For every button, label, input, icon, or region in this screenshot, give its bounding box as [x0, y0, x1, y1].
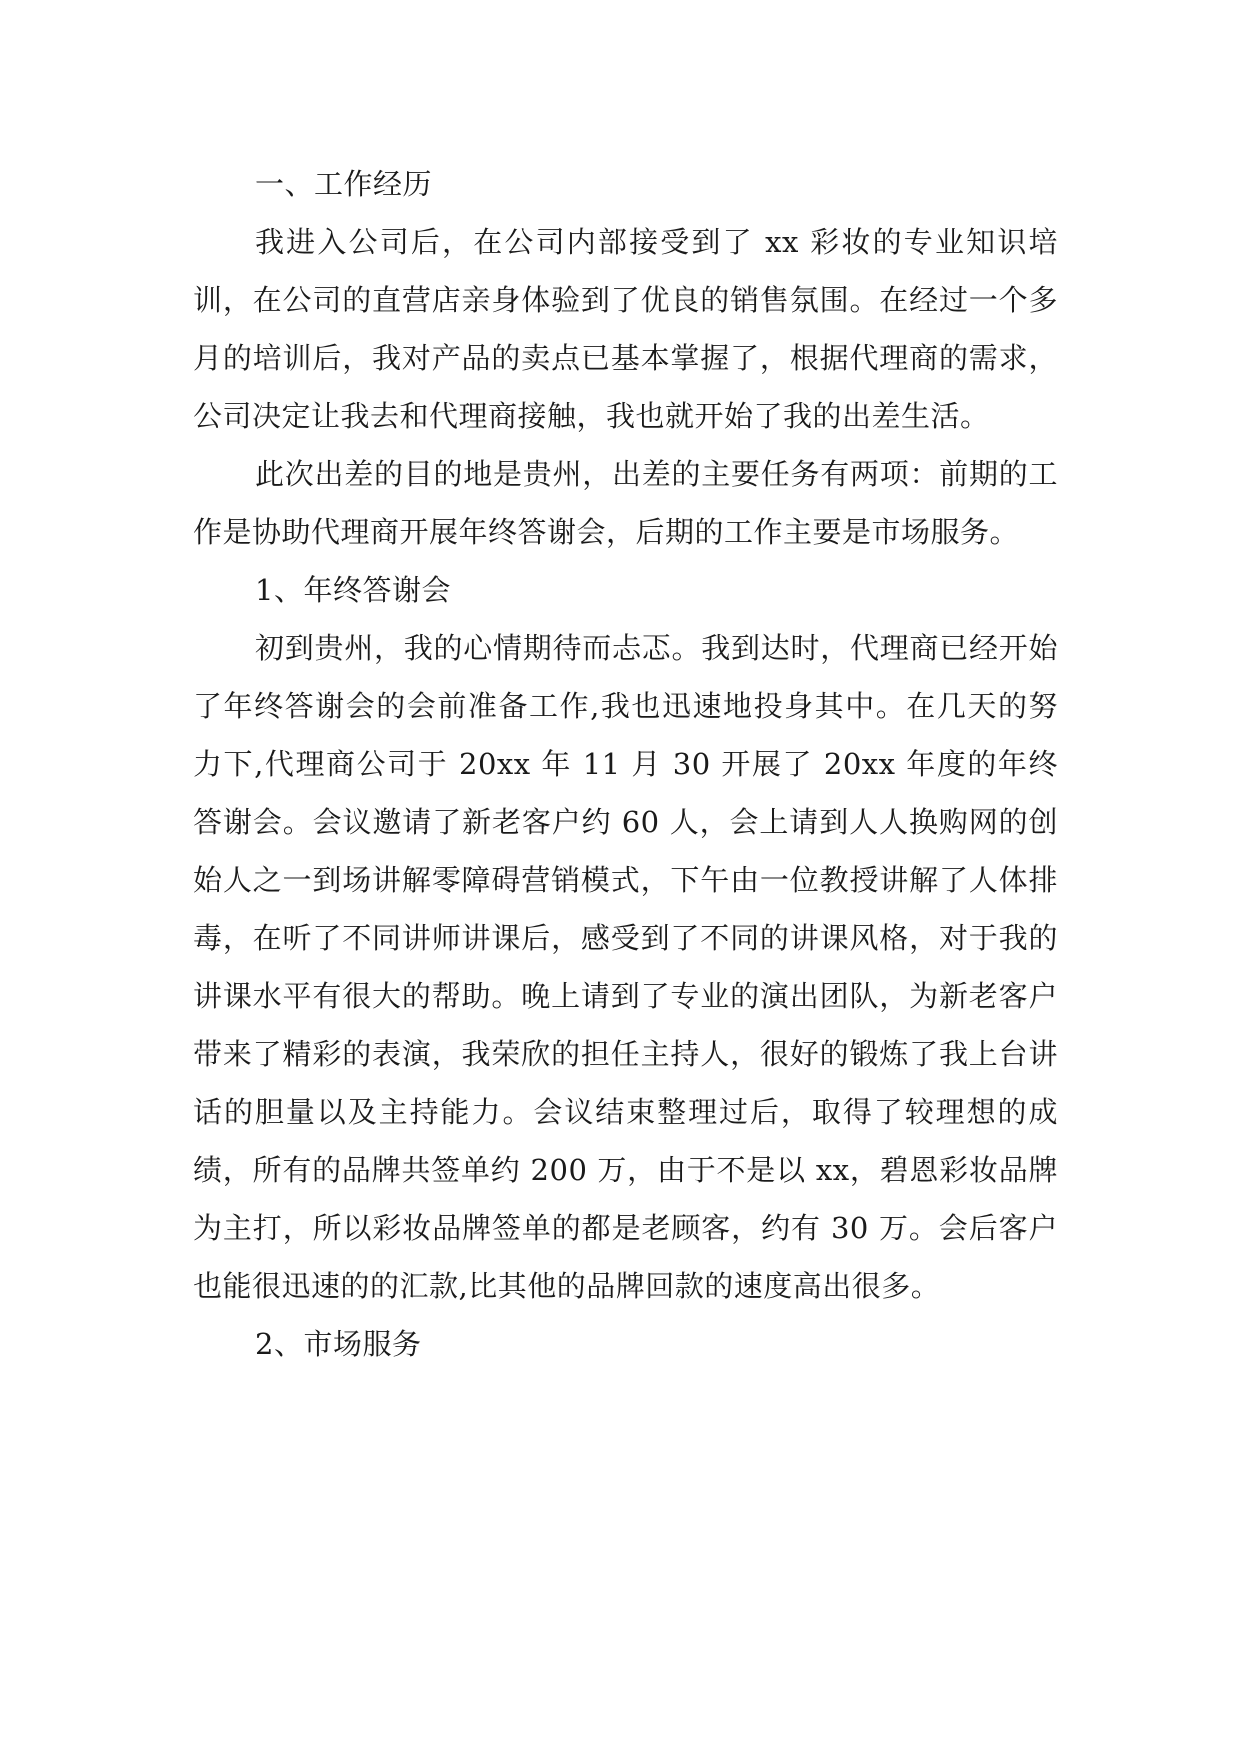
- paragraph-year-end-meeting: 初到贵州，我的心情期待而忐忑。我到达时，代理商已经开始了年终答谢会的会前准备工作,我也迅速地投身其中。在几天的努力下,代理商公司于 20xx 年 11 月 30 开展了 20xx 年度的年终答谢会。会议邀请了新老客户约 60 人，会上请到人人换购网的创始人之一到场讲解零障碍营销模式，下午由一位教授讲解了人体排毒，在听了不同讲师讲课后，感受到了不同的讲课风格，对于我的讲课水平有很大的帮助。晚上请到了专业的演出团队，为新老客户带来了精彩的表演，我荣欣的担任主持人，很好的锻炼了我上台讲话的胆量以及主持能力。会议结束整理过后，取得了较理想的成绩，所有的品牌共签单约 200 万，由于不是以 xx，碧恩彩妆品牌为主打，所以彩妆品牌签单的都是老顾客，约有 30 万。会后客户也能很迅速的的汇款,比其他的品牌回款的速度高出很多。: [193, 631, 1058, 1303]
- subheading-market-service: 2、市场服务: [255, 1327, 422, 1361]
- subheading-year-end-meeting: 1、年终答谢会: [255, 573, 451, 607]
- paragraph-training: 我进入公司后，在公司内部接受到了 xx 彩妆的专业知识培训，在公司的直营店亲身体验到了优良的销售氛围。在经过一个多月的培训后，我对产品的卖点已基本掌握了，根据代理商的需求，公司决定让我去和代理商接触，我也就开始了我的出差生活。: [193, 225, 1058, 433]
- document-body: [193, 155, 1058, 1373]
- paragraph-trip-purpose: 此次出差的目的地是贵州，出差的主要任务有两项：前期的工作是协助代理商开展年终答谢会，后期的工作主要是市场服务。: [193, 457, 1058, 549]
- section-title: 一、工作经历: [255, 167, 433, 201]
